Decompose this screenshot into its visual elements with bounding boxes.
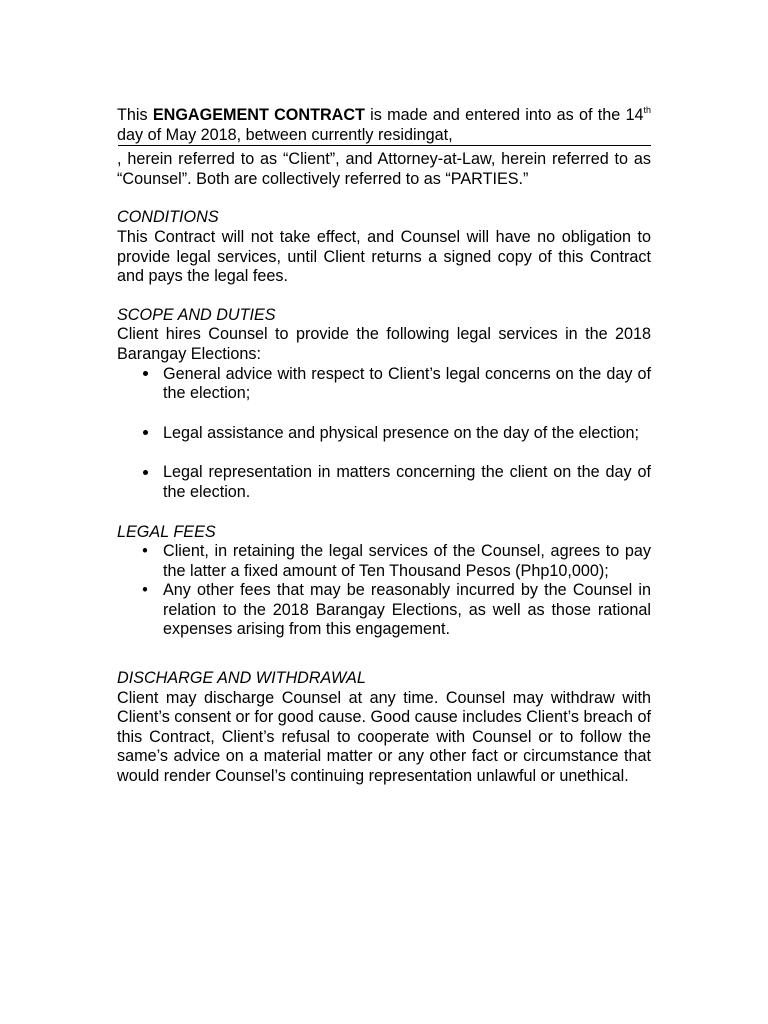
intro-paragraph xyxy=(117,106,651,145)
scope-body: Client hires Counsel to provide the following legal services in the 2018 Barangay Elections: xyxy=(117,325,651,363)
fees-list xyxy=(117,542,651,640)
list-item: Legal assistance and physical presence on the day of the election; xyxy=(117,424,651,444)
scope-list xyxy=(117,365,651,503)
fees-heading: LEGAL FEES xyxy=(117,522,216,541)
bullet-icon: • xyxy=(142,581,148,600)
date-ordinal: th xyxy=(643,105,651,115)
intro-text-2: is made and entered into as of the 14 xyxy=(364,106,644,124)
contract-body xyxy=(117,106,651,787)
bullet-icon xyxy=(139,365,151,385)
intro-text-3: day of May 2018, between currently residingat, xyxy=(117,125,453,144)
list-item: Legal representation in matters concerning the client on the day of the election. xyxy=(117,463,651,502)
list-item: General advice with respect to Client’s legal concerns on the day of the election; xyxy=(117,365,651,404)
client-name-blank xyxy=(118,145,651,146)
bullet-icon: • xyxy=(142,542,148,561)
discharge-heading: DISCHARGE AND WITHDRAWAL xyxy=(117,669,366,688)
intro-text-4: , herein referred to as “Client”, and Attorney-at-Law, herein referred to as “Counsel”. Both are collectively referred to as “PARTIES.” xyxy=(117,150,651,188)
discharge-body: Client may discharge Counsel at any time. Counsel may withdraw with Client’s consent or for good cause. Good cause includes Client’s breach of this Contract, Client’s refusal to cooperate with Counsel or to follow the same’s advice on a material matter or any other fact or circumstance that would render Counsel’s continuing representation unlawful or unethical. xyxy=(117,688,651,786)
intro-text-1: This xyxy=(117,106,153,124)
bullet-icon xyxy=(139,463,151,483)
scope-heading: SCOPE AND DUTIES xyxy=(117,305,276,324)
intro-paragraph-cont xyxy=(117,150,651,189)
list-item: • Any other fees that may be reasonably incurred by the Counsel in relation to the 2018 Barangay Elections, as well as those rational expenses arising from this engagement. xyxy=(117,581,651,640)
conditions-heading: CONDITIONS xyxy=(117,208,219,227)
contract-title: ENGAGEMENT CONTRACT xyxy=(152,106,365,124)
list-item: • Client, in retaining the legal services of the Counsel, agrees to pay the latter a fixed amount of Ten Thousand Pesos (Php10,000); xyxy=(117,542,651,581)
bullet-icon xyxy=(139,424,151,444)
conditions-body: This Contract will not take effect, and Counsel will have no obligation to provide legal services, until Client returns a signed copy of this Contract and pays the legal fees. xyxy=(117,227,651,286)
